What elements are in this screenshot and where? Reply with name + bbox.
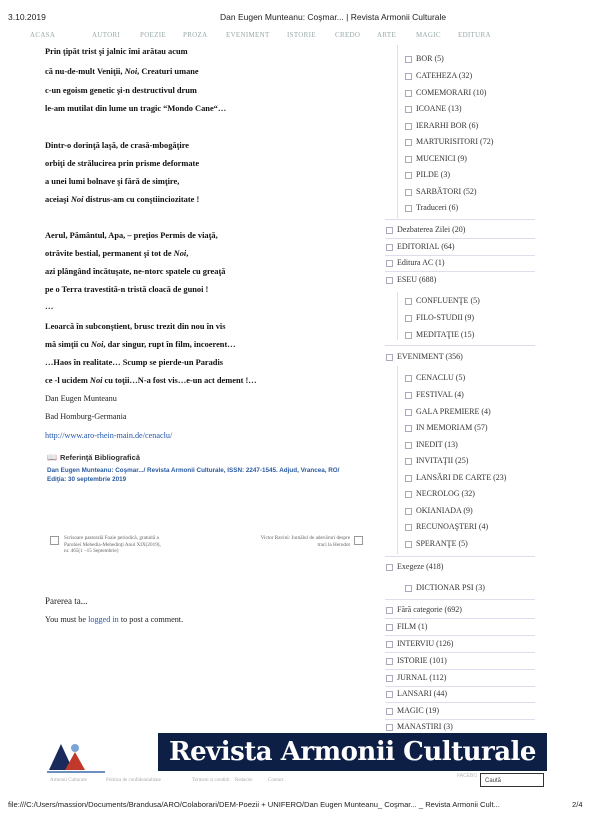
facebook-label[interactable]: FACEBO xyxy=(457,773,478,779)
category-item[interactable]: MUCENICI (9) xyxy=(405,154,467,163)
category-item[interactable]: GALA PREMIERE (4) xyxy=(405,407,491,416)
category-item[interactable]: DICTIONAR PSI (3) xyxy=(405,583,485,592)
category-item[interactable]: ICOANE (13) xyxy=(405,104,462,113)
nav-item-magic[interactable]: MAGIC xyxy=(416,31,441,39)
category-item[interactable]: INVITAŢII (25) xyxy=(405,456,468,465)
author-location: Bad Homburg-Germania xyxy=(45,412,127,421)
category-item[interactable]: IERARHI BOR (6) xyxy=(405,121,478,130)
footer-link[interactable]: Redactie xyxy=(235,778,253,783)
reference-body: Dan Eugen Munteanu: Coşmar.../ Revista Armonii Culturale, ISSN: 2247-1545. Adjud, Vrancea, RO/ Ediţia: 30 septembrie 2019 xyxy=(47,467,340,483)
category-item[interactable]: Fără categorie (692) xyxy=(386,605,462,614)
login-notice: You must be logged in to post a comment. xyxy=(45,615,184,624)
nav-item-eveniment[interactable]: EVENIMENT xyxy=(226,31,270,39)
author-name: Dan Eugen Munteanu xyxy=(45,394,117,403)
category-item[interactable]: EVENIMENT (356) xyxy=(386,352,463,361)
category-item[interactable]: JURNAL (112) xyxy=(386,673,446,682)
reference-block xyxy=(47,447,140,465)
category-item[interactable]: LANSARI (44) xyxy=(386,689,447,698)
poem-line: orbiţi de strălucirea prin prisme deformate xyxy=(45,159,200,168)
poem-line: mă simţii cu Noi, dar singur, rupt în film, incoerent… xyxy=(45,340,236,349)
nav-item-poezie[interactable]: POEZIE xyxy=(140,31,166,39)
poem-line: pe o Terra travestită-n tristă cloacă de gunoi ! xyxy=(45,285,209,294)
category-item[interactable]: MEDITAŢIE (15) xyxy=(405,330,474,339)
category-item[interactable]: BOR (5) xyxy=(405,54,444,63)
category-item[interactable]: INTERVIU (126) xyxy=(386,639,453,648)
category-item[interactable]: LANSĂRI DE CARTE (23) xyxy=(405,473,506,482)
nav-item-istorie[interactable]: ISTORIE xyxy=(287,31,316,39)
poem-line: …Haos în realitate… Scump se pierde-un Paradis xyxy=(45,358,224,367)
category-item[interactable]: NECROLOG (32) xyxy=(405,489,475,498)
category-item[interactable]: INEDIT (13) xyxy=(405,440,458,449)
category-item[interactable]: IN MEMORIAM (57) xyxy=(405,423,488,432)
category-item[interactable]: ISTORIE (101) xyxy=(386,656,447,665)
poem-line: a unei lumi bolnave şi fără de simţire, xyxy=(45,177,180,186)
prev-post-link[interactable]: Scrisoare pastorală Foaie periodică, gratuită a Parohiei Mehedia-Mehedinţi Anul XIX(2019), nr. 465(1 –15 Septembrie) xyxy=(64,535,161,554)
category-item[interactable]: CONFLUENŢE (5) xyxy=(405,296,480,305)
book-icon: 📖 xyxy=(47,453,57,462)
category-item[interactable]: ESEU (688) xyxy=(386,275,436,284)
category-item[interactable]: SARBĂTORI (52) xyxy=(405,187,477,196)
category-item[interactable]: RECUNOAŞTERI (4) xyxy=(405,522,488,531)
footer-link[interactable]: Armonii Culturale xyxy=(50,778,87,783)
category-item[interactable]: Editura AC (1) xyxy=(386,258,445,267)
poem-line: le-am mutilat din lume un tragic “Mondo Cane“… xyxy=(45,104,227,113)
poem-line: Dintr-o dorinţă laşă, de crasă-mbogăţire xyxy=(45,141,189,150)
site-logo[interactable] xyxy=(45,738,107,774)
site-banner: Revista Armonii Culturale xyxy=(158,733,547,771)
category-item[interactable]: FESTIVAL (4) xyxy=(405,390,464,399)
category-item[interactable]: MANASTIRI (3) xyxy=(386,722,453,731)
prev-post-icon[interactable] xyxy=(50,536,59,545)
footer-link[interactable]: Termeni si conditii xyxy=(192,778,230,783)
footer-link[interactable]: Contact xyxy=(268,778,284,783)
nav-item-proza[interactable]: PROZA xyxy=(183,31,208,39)
category-item[interactable]: EDITORIAL (64) xyxy=(386,242,455,251)
category-item[interactable]: PILDE (3) xyxy=(405,170,450,179)
category-item[interactable]: MARTURISITORI (72) xyxy=(405,137,493,146)
category-item[interactable]: FILM (1) xyxy=(386,622,427,631)
print-page-title: Dan Eugen Munteanu: Coşmar... | Revista Armonii Culturale xyxy=(220,12,447,22)
nav-item-arte[interactable]: ARTE xyxy=(377,31,397,39)
comments-heading: Parerea ta... xyxy=(45,596,88,606)
poem-line: … xyxy=(45,302,54,311)
print-page-number: 2/4 xyxy=(572,800,583,809)
category-item[interactable]: Traduceri (6) xyxy=(405,203,458,212)
category-item[interactable]: MAGIC (19) xyxy=(386,706,439,715)
print-date: 3.10.2019 xyxy=(8,12,46,22)
category-item[interactable]: Exegeze (418) xyxy=(386,562,443,571)
search-input[interactable]: Caută xyxy=(480,773,544,787)
poem-line: c-un egoism genetic şi-n destructivul drum xyxy=(45,86,197,95)
poem-line: otrăvite bestial, permanent şi tot de Noi, xyxy=(45,249,189,258)
category-item[interactable]: SPERANŢE (5) xyxy=(405,539,468,548)
next-post-link[interactable]: Victor Ravini: Jurnălul de adevăruri despre traci la Herodot xyxy=(260,535,350,548)
nav-item-credo[interactable]: CREDO xyxy=(335,31,361,39)
poem-line: Prin ţipăt trist şi jalnic îmi arătau acum xyxy=(45,47,188,56)
category-item[interactable]: COMEMORARI (10) xyxy=(405,88,486,97)
poem-line: aceiaşi Noi distrus-am cu conştiinciozitate ! xyxy=(45,195,200,204)
nav-item-acasa[interactable]: ACASA xyxy=(30,31,56,39)
login-link[interactable]: logged in xyxy=(88,615,119,624)
author-link[interactable]: http://www.aro-rhein-main.de/cenaclu/ xyxy=(45,431,173,440)
poem-line: Aerul, Pământul, Apa, – preţios Permis de viaţă, xyxy=(45,231,218,240)
poem-line: azi plângând încătuşate, ne-ntorc spatele cu greaţă xyxy=(45,267,226,276)
footer-link[interactable]: Politica de confidentialitate xyxy=(106,778,161,783)
category-item[interactable]: CENACLU (5) xyxy=(405,373,465,382)
category-item[interactable]: Dezbaterea Zilei (20) xyxy=(386,225,465,234)
category-item[interactable]: FILO-STUDII (9) xyxy=(405,313,474,322)
category-item[interactable]: CATEHEZA (32) xyxy=(405,71,472,80)
print-file-path: file:///C:/Users/massion/Documents/Brandusa/ARO/Colaborari/DEM-Poezii + UNIFERO/Dan Eugen Munteanu_ Coşmar... _ Revista Armonii Cult... xyxy=(8,800,500,809)
next-post-icon[interactable] xyxy=(354,536,363,545)
poem-line: că nu-de-mult Veniţii, Noi, Creaturi umane xyxy=(45,67,199,76)
poem-line: ce -l ucidem Noi cu toţii…N-a fost vis…e-un act dement !… xyxy=(45,376,257,385)
nav-item-editura[interactable]: EDITURA xyxy=(458,31,491,39)
nav-item-autori[interactable]: AUTORI xyxy=(92,31,121,39)
reference-title: Referinţă Bibliografică xyxy=(59,453,140,462)
poem-line: Leoarcă în subconştient, brusc trezit din nou în vis xyxy=(45,322,226,331)
category-item[interactable]: OKIANIADA (9) xyxy=(405,506,473,515)
